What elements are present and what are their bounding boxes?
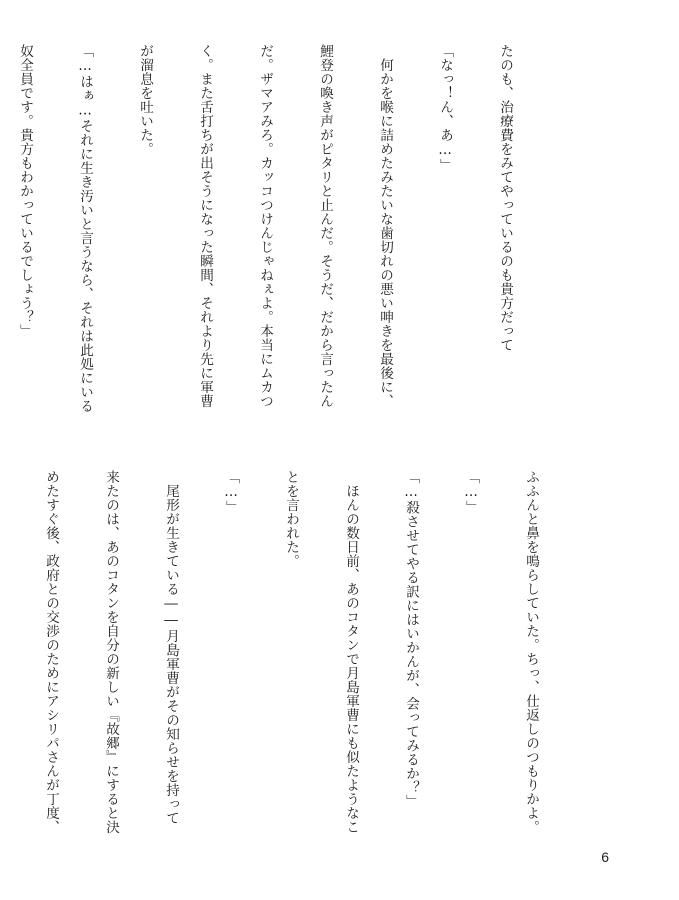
text-line: 来たのは、あのコタンを自分の新しい『故郷』にすると決 (103, 470, 119, 834)
text-line: が溜息を吐いた。 (137, 44, 153, 156)
page-number: 6 (601, 849, 609, 865)
text-line: 何かを喉に詰めたみたいな歯切れの悪い呻きを最後に、 (377, 44, 393, 408)
text-line: 尾形が生きている――月島軍曹がその知らせを持って (163, 470, 179, 825)
text-line: 「…」 (223, 470, 239, 515)
text-line: ほんの数日前、あのコタンで月島軍曹にも似たようなこ (343, 470, 359, 834)
text-line (0, 470, 1, 884)
text-line: だ。ザマアみろ。カッコつけんじゃねぇよ。本当にムカつ (257, 44, 273, 408)
text-line: 奴全員です。貴方もわかっているでしょう？」 (17, 44, 33, 338)
text-line: とを言われた。 (283, 470, 299, 568)
text-line: 「…はぁ…それに生き汚いと言うなら、それは此処にいる (77, 44, 93, 413)
text-line: く。また舌打ちが出そうになった瞬間、それより先に軍曹 (197, 44, 213, 408)
text-line: 「なっ！ん、あ…」 (437, 44, 453, 173)
text-line: 「…」 (463, 470, 479, 515)
upper-text-block (17, 44, 555, 452)
text-line: めたすぐ後、政府との交渉のためにアシリパさんが丁度、 (43, 470, 59, 834)
text-line: 鯉登の喚き声がピタリと止んだ。そうだ、だから言ったん (317, 44, 333, 408)
text-line: ふふんと鼻を鳴らしていた。ちっ、仕返しのつもりかよ。 (523, 470, 539, 834)
text-line: 「…殺させてやる訳にはいかんが、会ってみるか？」 (403, 470, 419, 809)
lower-text-block (43, 470, 581, 884)
text-line: たのも、治療費をみてやっているのも貴方だって (497, 44, 513, 352)
